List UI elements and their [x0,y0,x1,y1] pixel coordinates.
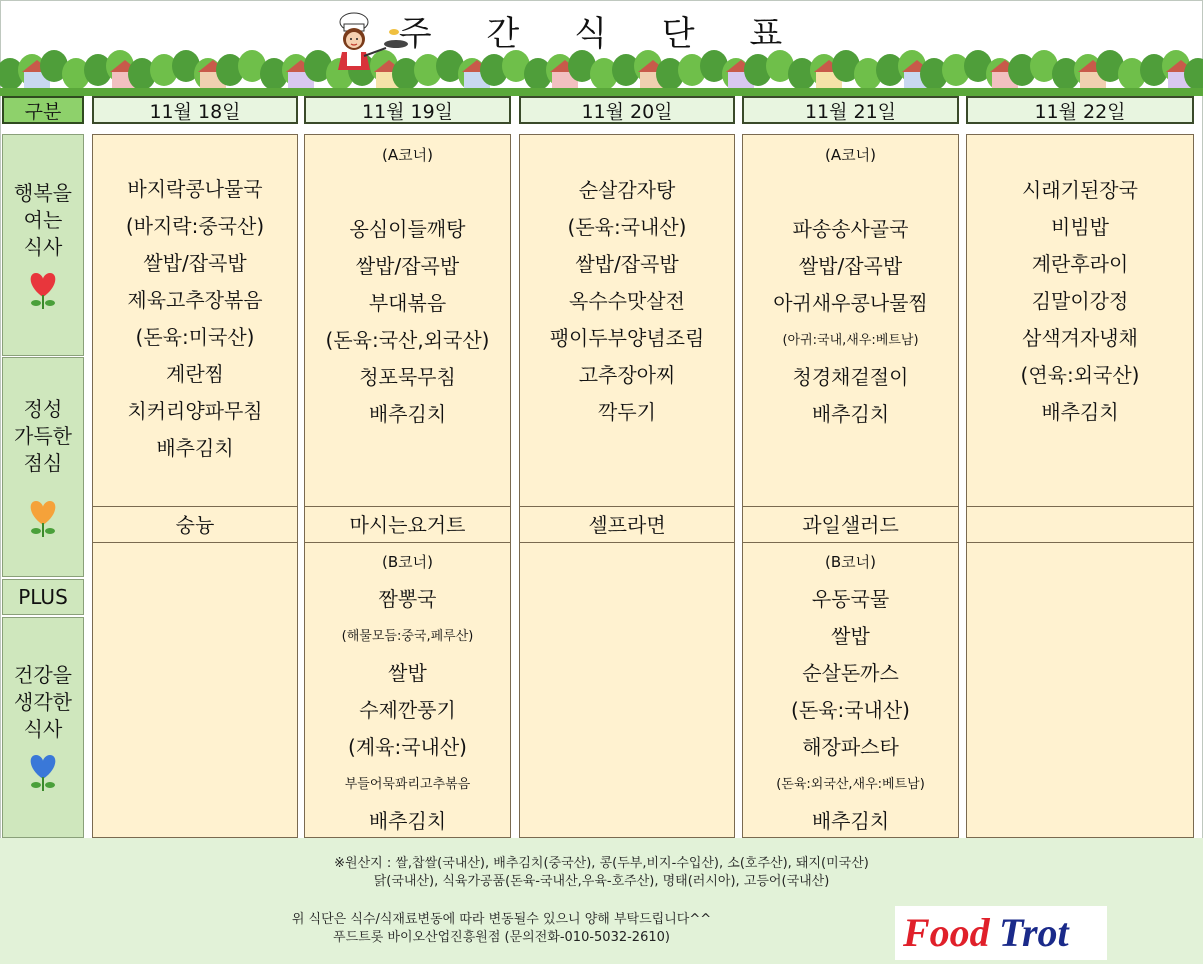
menu-item: 옥수수맛살전 [569,289,685,313]
day-column-3 [519,134,735,838]
page-title: 주 간 식 단 표 [398,14,805,54]
day5-plus-item [967,507,1193,543]
menu-item: (A코너) [382,146,433,164]
menu-item: 비빔밥 [1051,215,1109,239]
label-sincere-line3: 점심 [23,450,63,475]
label-healthy-meal [2,617,84,838]
day1-plus-item: 숭늉 [175,513,215,537]
menu-item: 아귀새우콩나물찜 [773,291,928,315]
menu-item: (B코너) [382,553,433,571]
orange-heart-flower-icon [24,495,62,539]
menu-item: 수제깐풍기 [359,698,456,722]
day-header-4: 11월 21일 [742,96,959,124]
menu-item: (B코너) [825,553,876,571]
day2-a-corner-menu [305,137,510,433]
blue-heart-flower-icon [24,749,62,793]
day4-b-corner-menu [743,544,958,840]
menu-item: 김말이강정 [1031,289,1129,313]
menu-item: 순살감자탕 [578,178,676,202]
menu-item: (돈육:미국산) [135,325,255,349]
menu-item: (A코너) [825,146,876,164]
menu-item: 배추김치 [368,402,447,426]
foodtrot-logo [895,906,1107,960]
origin-line-2: 닭(국내산), 식육가공품(돈육-국내산,우육-호주산), 명태(러시아), 고등어(국내산) [373,874,830,889]
menu-item: 쌀밥 [388,661,427,685]
day-header-1: 11월 18일 [92,96,298,124]
label-sincere-line2: 가득한 [14,423,72,448]
label-plus-text: PLUS [18,584,68,609]
menu-item: 시래기된장국 [1022,178,1138,202]
day-column-4 [742,134,959,838]
day2-plus-item: 마시는요거트 [349,513,466,537]
menu-item: 삼색겨자냉채 [1022,326,1138,350]
menu-item: 계란찜 [166,362,224,386]
row-divider [967,542,1193,543]
origin-line-1: ※원산지 : 쌀,찹쌀(국내산), 배추김치(중국산), 콩(두부,비지-수입산), 소(호주산), 돼지(미국산) [334,856,869,871]
day4-a-corner-menu [743,137,958,433]
menu-item: 계란후라이 [1031,252,1129,276]
menu-item: (돈육:국내산) [567,215,687,239]
menu-item: (아귀:국내,새우:베트남) [782,333,919,348]
menu-item: 짬뽕국 [378,587,437,611]
day2-b-corner-menu [305,544,510,840]
red-heart-flower-icon [24,267,62,311]
menu-item: 쌀밥/잡곡밥 [143,251,247,275]
menu-item [520,135,734,172]
label-health-line2: 생각한 [14,690,72,714]
label-happy-line1: 행복을 [14,180,72,205]
menu-item: 쌀밥 [831,624,870,648]
menu-item: (해물모듬:중국,페루산) [341,629,474,644]
menu-item: 제육고추장볶음 [127,288,263,312]
row-divider [520,542,734,543]
menu-item: 바지락콩나물국 [127,177,263,201]
menu-item: 팽이두부양념조림 [549,326,705,350]
menu-item: 쌀밥/잡곡밥 [355,254,460,278]
day-column-5 [966,134,1194,838]
menu-item [967,135,1193,172]
day4-plus-item: 과일샐러드 [802,513,899,537]
day-header-3: 11월 20일 [519,96,735,124]
menu-item: 쌀밥/잡곡밥 [575,252,679,276]
label-health-line1: 건강을 [14,663,72,687]
menu-item: 부대볶음 [368,291,447,315]
menu-item [305,174,510,211]
menu-item: 쌀밥/잡곡밥 [798,254,903,278]
day3-main-menu [520,135,734,431]
menu-item: 해장파스타 [802,735,899,759]
menu-item: 우동국물 [811,587,890,611]
menu-item: (돈육:국내산) [791,698,910,722]
label-happy-line3: 식사 [23,234,63,259]
menu-item: 배추김치 [156,436,234,460]
row-divider [743,542,958,543]
day-column-1 [92,134,298,838]
day-header-5: 11월 22일 [966,96,1194,124]
menu-item [743,174,958,211]
menu-item: 치커리양파무침 [127,399,263,423]
svg-text:Trot: Trot [999,910,1069,955]
contact-text: 푸드트롯 바이오산업진흥원점 (문의전화-010-5032-2610) [333,930,670,945]
menu-item: 순살돈까스 [802,661,899,685]
day-header-2: 11월 19일 [304,96,511,124]
label-plus [2,579,84,615]
menu-item: (연육:외국산) [1020,363,1140,387]
menu-item: 배추김치 [1041,400,1119,424]
header-gubun: 구분 [2,96,84,124]
label-sincere-lunch [2,357,84,577]
menu-item: 옹심이들깨탕 [349,217,466,241]
label-sincere-line1: 정성 [23,396,63,421]
menu-item: 배추김치 [811,402,890,426]
day5-main-menu [967,135,1193,431]
label-happy-meal [2,134,84,356]
notice-text: 위 식단은 식수/식재료변동에 따라 변동될수 있으니 양해 부탁드립니다^^ [291,912,712,927]
row-divider [93,542,297,543]
row-divider [305,542,510,543]
menu-item: 부들어묵꽈리고추볶음 [344,777,471,792]
menu-item: 깍두기 [598,400,656,424]
menu-item: 청포묵무침 [359,365,456,389]
menu-item: 고추장아찌 [578,363,676,387]
label-health-line3: 식사 [23,717,63,741]
day-column-2 [304,134,511,838]
label-happy-line2: 여는 [23,207,63,232]
menu-item: (바지락:중국산) [125,214,265,238]
menu-item: 배추김치 [368,809,447,833]
menu-item: 파송송사골국 [792,217,909,241]
day1-main-menu [93,171,297,467]
svg-text:Food: Food [903,910,990,955]
menu-item: 배추김치 [811,809,890,833]
menu-item: (돈육:외국산,새우:베트남) [776,777,925,792]
menu-item: (계육:국내산) [348,735,467,759]
menu-item: (돈육:국산,외국산) [325,328,490,352]
day3-plus-item: 셀프라면 [588,513,666,537]
menu-item: 청경채겉절이 [792,365,909,389]
